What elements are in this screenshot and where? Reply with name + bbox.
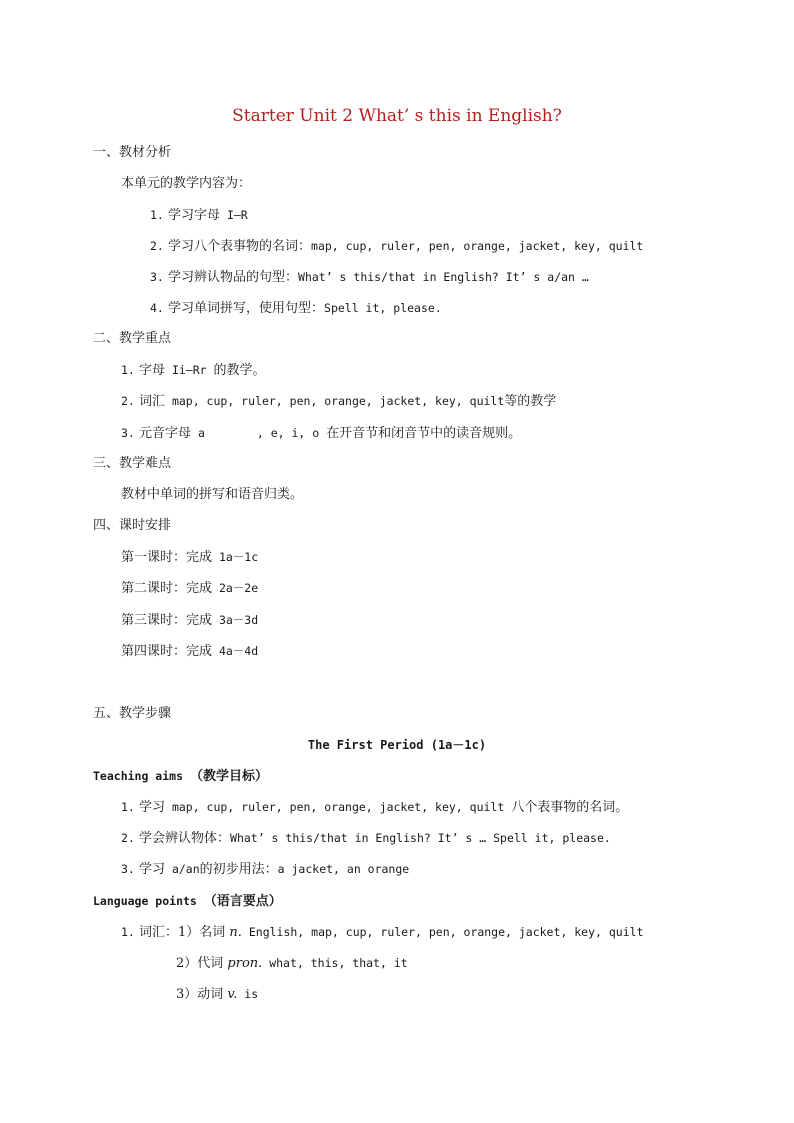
list-item: 1. 字母 Ii—Rr 的教学。 — [121, 363, 266, 378]
list-item: 2. 学习八个表事物的名词：map, cup, ruler, pen, orange, jacket, key, quilt — [150, 239, 644, 254]
language-points-heading: Language points （语言要点） — [93, 894, 282, 909]
section-1-intro: 本单元的教学内容为： — [121, 176, 252, 191]
section-3-text: 教材中单词的拼写和语音归类。 — [121, 487, 304, 502]
vocab-verbs: 3）动词 v. is — [176, 987, 259, 1002]
list-item: 2. 词汇 map, cup, ruler, pen, orange, jacket, key, quilt等的教学 — [121, 394, 557, 409]
schedule-row: 第一课时：完成 1a－1c — [121, 550, 259, 565]
section-heading-5: 五、教学步骤 — [93, 706, 172, 721]
page-title: Starter Unit 2 What’ s this in English? — [232, 106, 562, 126]
teaching-aims-heading: Teaching aims （教学目标） — [93, 769, 268, 784]
list-item: 1. 学习 map, cup, ruler, pen, orange, jacket, key, quilt 八个表事物的名词。 — [121, 800, 629, 815]
period-title: The First Period (1a－1c) — [307, 738, 487, 752]
list-item: 1. 学习字母 I—R — [150, 208, 248, 223]
section-heading-4: 四、课时安排 — [93, 518, 172, 533]
section-heading-1: 一、教材分析 — [93, 145, 172, 160]
section-heading-3: 三、教学难点 — [93, 456, 172, 471]
list-item: 3. 元音字母 a , e, i, o 在开音节和闭音节中的读音规则。 — [121, 426, 522, 441]
vocab-nouns: 1. 词汇：1）名词 n. English, map, cup, ruler, pen, orange, jacket, key, quilt — [121, 925, 644, 940]
schedule-row: 第二课时：完成 2a－2e — [121, 581, 259, 596]
section-heading-2: 二、教学重点 — [93, 331, 172, 346]
schedule-row: 第三课时：完成 3a－3d — [121, 613, 259, 628]
list-item: 4. 学习单词拼写，使用句型：Spell it, please. — [150, 301, 442, 316]
list-item: 3. 学习辨认物品的句型：What’ s this/that in English? It’ s a/an … — [150, 270, 589, 285]
vocab-pronouns: 2）代词 pron. what, this, that, it — [176, 956, 408, 971]
schedule-row: 第四课时：完成 4a－4d — [121, 644, 259, 659]
list-item: 2. 学会辨认物体：What’ s this/that in English? It’ s … Spell it, please. — [121, 831, 611, 846]
list-item: 3. 学习 a/an的初步用法：a jacket, an orange — [121, 862, 410, 877]
